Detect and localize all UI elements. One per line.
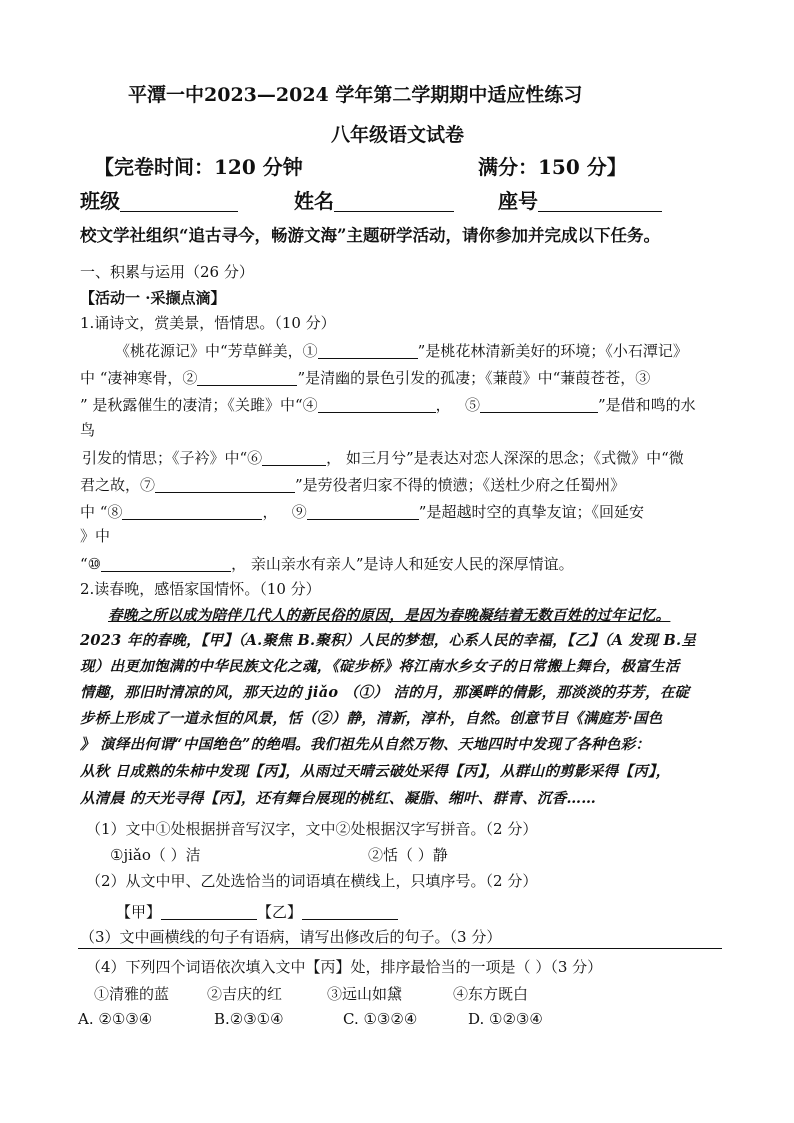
exam-subtitle: 八年级语文试卷 xyxy=(331,124,465,146)
q1-text: 中 “凄神寒骨，② xyxy=(80,369,198,387)
q1-text: 中 “⑧ xyxy=(80,503,123,521)
q2-sub1: （1）文中①处根据拼音写汉字，文中②处根据汉字写拼音。（2 分） xyxy=(86,820,538,838)
q2-title: 2.读春晚，感悟家国情怀。（10 分） xyxy=(80,580,321,598)
q2-sub1-b[interactable]: ②恬（ ）静 xyxy=(368,846,448,864)
q1-line-7 xyxy=(80,503,644,520)
q1-text: ”是借和鸣的水 xyxy=(597,396,696,414)
q1-line-8: 》中 xyxy=(80,527,111,545)
q2-para-line-5: 步桥上形成了一道永恒的风景，恬（②）静，清新，淳朴，自然。创意节目《满庭芳·国色 xyxy=(80,710,663,727)
q1-text: ， xyxy=(435,396,451,414)
seat-field xyxy=(498,191,662,212)
q1-line-9 xyxy=(80,555,574,572)
jia-blank[interactable] xyxy=(161,903,257,920)
q1-text: ， xyxy=(262,503,278,521)
word-4: ④东方既白 xyxy=(453,985,529,1003)
q2-para-line-4: 情趣，那旧时清凉的风，那天边的 jiǎo （①） 洁的月，那溪畔的倩影，那淡淡的芬芳，在碇 xyxy=(80,684,690,701)
option-d[interactable]: D. ①②③④ xyxy=(468,1010,543,1028)
q1-text: “⑩ xyxy=(80,555,102,573)
q2-sub2: （2）从文中甲、乙处选恰当的词语填在横线上，只填序号。（2 分） xyxy=(86,872,538,890)
q1-text: ， 亲山亲水有亲人”是诗人和延安人民的深厚情谊。 xyxy=(231,555,574,573)
yi-blank[interactable] xyxy=(302,903,398,920)
word-3: ③远山如黛 xyxy=(327,985,403,1003)
q1-text: ”是清幽的景色引发的孤凄；《蒹葭》中“蒹葭苍苍，③ xyxy=(297,369,651,387)
q1-text: ” 是秋露催生的凄清；《关雎》中“④ xyxy=(80,396,318,414)
q2-para-line-6: 》 演绎出何谓“中国绝色”的绝唱。我们祖先从自然万物、天地四时中发现了各种色彩： xyxy=(80,736,651,753)
q2-para-line-3: 现）出更加饱满的中华民族文化之魂，《碇步桥》将江南水乡女子的日常搬上舞台，极富生活 xyxy=(80,658,680,675)
word-2: ②吉庆的红 xyxy=(207,985,283,1003)
class-field xyxy=(80,191,238,212)
q1-line-1 xyxy=(115,342,688,359)
answer-blank[interactable] xyxy=(101,555,231,572)
q1-text: ， 如三月兮”是表达对恋人深深的思念；《式微》中“微 xyxy=(326,449,684,467)
answer-blank[interactable] xyxy=(307,503,419,520)
q2-para-line-2: 2023 年的春晚，【甲】（A.聚焦 B.聚积）人民的梦想，心系人民的幸福，【乙】（A 发现 B.呈 xyxy=(80,632,697,649)
jia-label: 【甲】 xyxy=(116,903,162,921)
q2-para-line-1: 春晚之所以成为陪伴几代人的新民俗的原因，是因为春晚凝结着无数百姓的过年记忆。 xyxy=(108,607,671,624)
answer-blank[interactable] xyxy=(318,342,418,359)
name-label: 姓名 xyxy=(294,189,334,213)
exam-time: 【完卷时间：120 分钟 xyxy=(94,155,303,179)
word-1: ①清雅的蓝 xyxy=(94,985,170,1003)
q1-text: ”是劳役者归家不得的愤懑；《送杜少府之任蜀州》 xyxy=(295,476,626,494)
yi-label: 【乙】 xyxy=(257,903,303,921)
exam-score: 满分：150 分】 xyxy=(478,155,627,179)
q1-line-4: 鸟 xyxy=(80,421,96,439)
q1-line-6 xyxy=(80,476,625,493)
answer-blank[interactable] xyxy=(197,369,297,386)
q2-para-line-8: 从清晨 的天光寻得【丙】，还有舞台展现的桃红、凝脂、缃叶、群青、沉香…… xyxy=(80,790,597,807)
q1-title: 1.诵诗文，赏美景，悟情思。（10 分） xyxy=(80,314,336,332)
q1-line-5 xyxy=(82,449,684,466)
intro-text: 校文学社组织“追古寻今，畅游文海”主题研学活动，请你参加并完成以下任务。 xyxy=(80,226,660,245)
name-field xyxy=(294,191,454,212)
answer-blank[interactable] xyxy=(155,476,295,493)
q2-sub4: （4）下列四个词语依次填入文中【丙】处，排序最恰当的一项是（ ）（3 分） xyxy=(86,958,603,976)
seat-blank[interactable] xyxy=(538,191,662,212)
name-blank[interactable] xyxy=(334,191,454,212)
q1-text: ”是桃花林清新美好的环境；《小石潭记》 xyxy=(417,342,688,360)
q1-text: ⑨ xyxy=(291,503,307,521)
seat-label: 座号 xyxy=(498,189,538,213)
q1-text: ”是超越时空的真挚友谊；《回延安 xyxy=(418,503,644,521)
activity-heading: 【活动一 ·采撷点滴】 xyxy=(80,289,226,307)
exam-title: 平潭一中2023—2024 学年第二学期期中适应性练习 xyxy=(128,84,583,106)
section-heading: 一、积累与运用（26 分） xyxy=(80,263,254,281)
q1-text: ⑤ xyxy=(464,396,480,414)
q1-line-2 xyxy=(80,369,650,386)
answer-blank[interactable] xyxy=(480,396,598,413)
q2-sub1-a[interactable]: ①jiǎo（ ）洁 xyxy=(110,846,201,864)
q2-sub3: （3）文中画横线的句子有语病，请写出修改后的句子。（3 分） xyxy=(80,928,502,946)
answer-blank[interactable] xyxy=(122,503,262,520)
option-b[interactable]: B.②③①④ xyxy=(214,1010,284,1028)
q2-sub2-answers xyxy=(116,903,398,920)
sub3-answer-line[interactable] xyxy=(78,948,722,949)
q1-text: 君之故，⑦ xyxy=(80,476,156,494)
option-c[interactable]: C. ①③②④ xyxy=(343,1010,418,1028)
answer-blank[interactable] xyxy=(262,449,326,466)
class-blank[interactable] xyxy=(120,191,238,212)
option-a[interactable]: A. ②①③④ xyxy=(78,1010,153,1028)
answer-blank[interactable] xyxy=(318,396,436,413)
q2-para-line-7: 从秋 日成熟的朱柿中发现【丙】，从雨过天晴云破处采得【丙】，从群山的剪影采得【丙】， xyxy=(80,763,671,780)
q1-text: 引发的情思；《子衿》中“⑥ xyxy=(82,449,263,467)
class-label: 班级 xyxy=(80,189,120,213)
q1-text: 《桃花源记》中“芳草鲜美，① xyxy=(115,342,318,360)
q1-line-3 xyxy=(80,396,696,413)
